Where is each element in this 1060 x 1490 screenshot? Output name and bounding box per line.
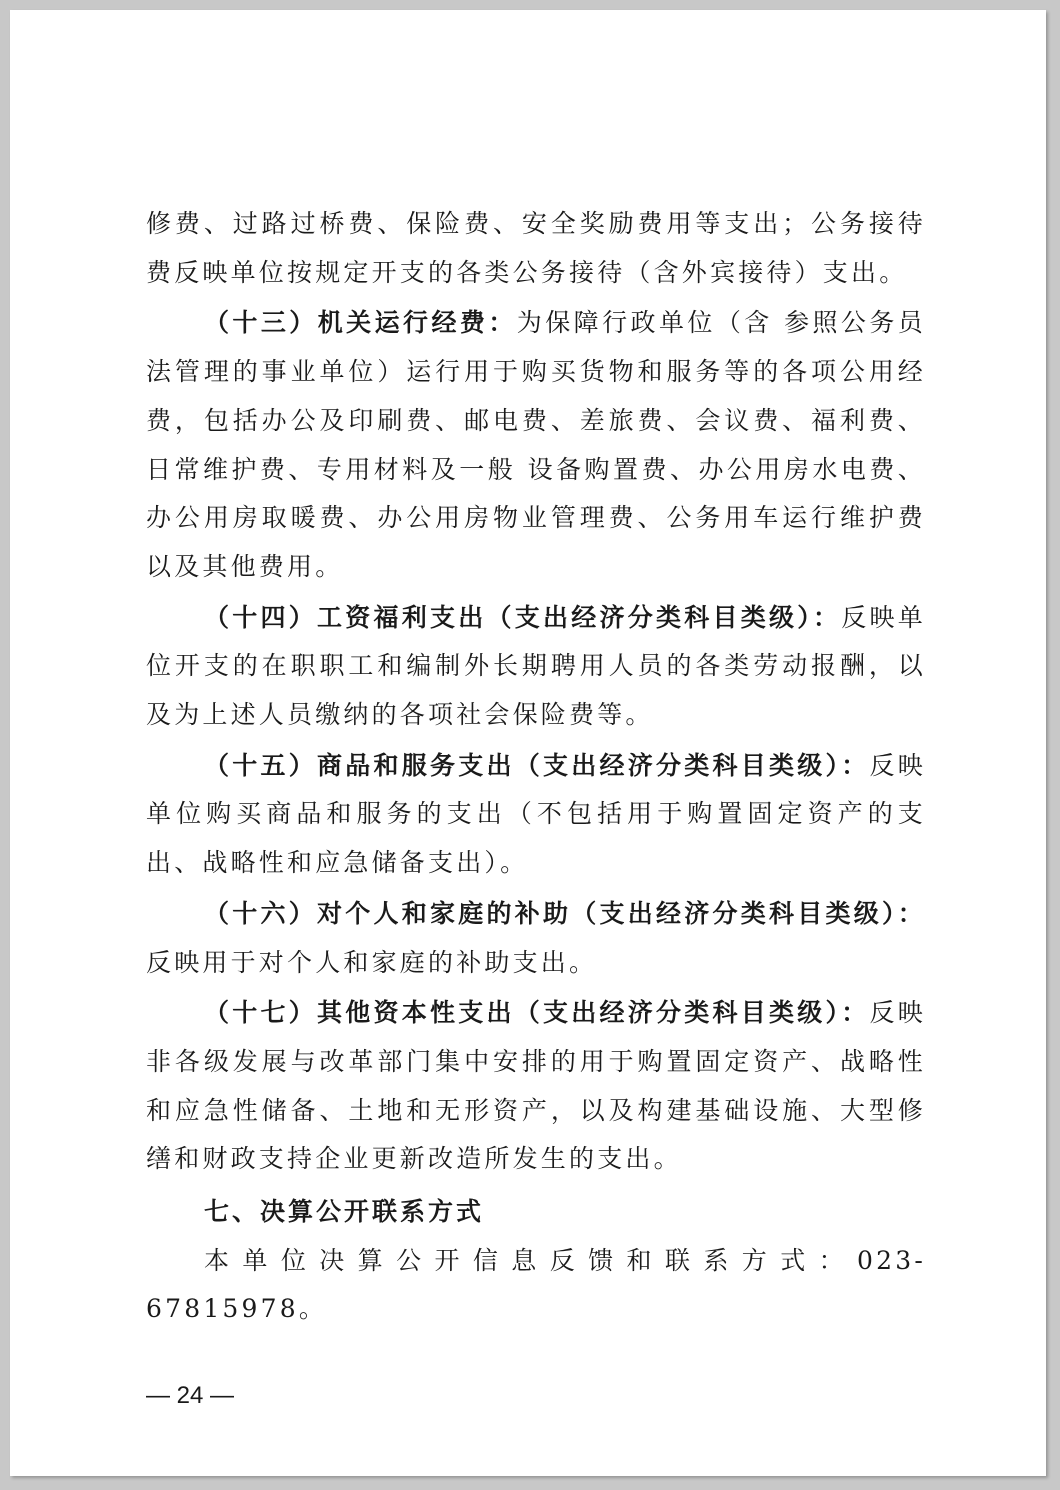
paragraph-item-17	[146, 989, 926, 1184]
paragraph-lead: （十三）机关运行经费：	[204, 308, 517, 338]
paragraph-text: 反映单位购买商品和服务的支出（不包括用于购置固定资产的支出、战略性和应急储备支出）。	[146, 750, 926, 878]
page-number: — 24 —	[146, 1382, 235, 1409]
document-page	[10, 10, 1046, 1476]
paragraph-text: 反映非各级发展与改革部门集中安排的用于购置固定资产、战略性和应急性储备、土地和无形资产，以及构建基础设施、大型修缮和财政支持企业更新改造所发生的支出。	[146, 998, 926, 1174]
paragraph-item-13	[146, 299, 926, 591]
paragraph-text: 修费、过路过桥费、保险费、安全奖励费用等支出；公务接待费反映单位按规定开支的各类公务接待（含外宾接待）支出。	[146, 209, 926, 287]
paragraph-text: 为保障行政单位（含 参照公务员法管理的事业单位）运行用于购买货物和服务等的各项公用经费，包括办公及印刷费、邮电费、差旅费、会议费、福利费、日常维护费、专用材料及一般 设备购置费、办公用房水电费、办公用房取暖费、办公用房物业管理费、公务用车运行维护费以及其他费用。	[146, 308, 927, 581]
paragraph-item-16	[146, 890, 926, 987]
paragraph-lead: （十四）工资福利支出（支出经济分类科目类级）：	[204, 602, 842, 632]
paragraph-lead: （十六）对个人和家庭的补助（支出经济分类科目类级）：	[204, 898, 926, 928]
page-content	[146, 200, 926, 1334]
section-heading: 七、决算公开联系方式	[204, 1197, 485, 1227]
paragraph-lead: （十五）商品和服务支出（支出经济分类科目类级）：	[204, 750, 870, 780]
paragraph-item-15	[146, 742, 926, 888]
paragraph-lead: （十七）其他资本性支出（支出经济分类科目类级）：	[204, 998, 870, 1028]
contact-paragraph: 本单位决算公开信息反馈和联系方式：023-67815978。	[146, 1245, 926, 1324]
paragraph-item-14	[146, 594, 926, 740]
paragraph-text: 反映单位开支的在职职工和编制外长期聘用人员的各类劳动报酬，以及为上述人员缴纳的各项社会保险费等。	[146, 602, 926, 730]
paragraph-text: 反映用于对个人和家庭的补助支出。	[146, 947, 598, 977]
paragraph-continued	[146, 200, 926, 297]
